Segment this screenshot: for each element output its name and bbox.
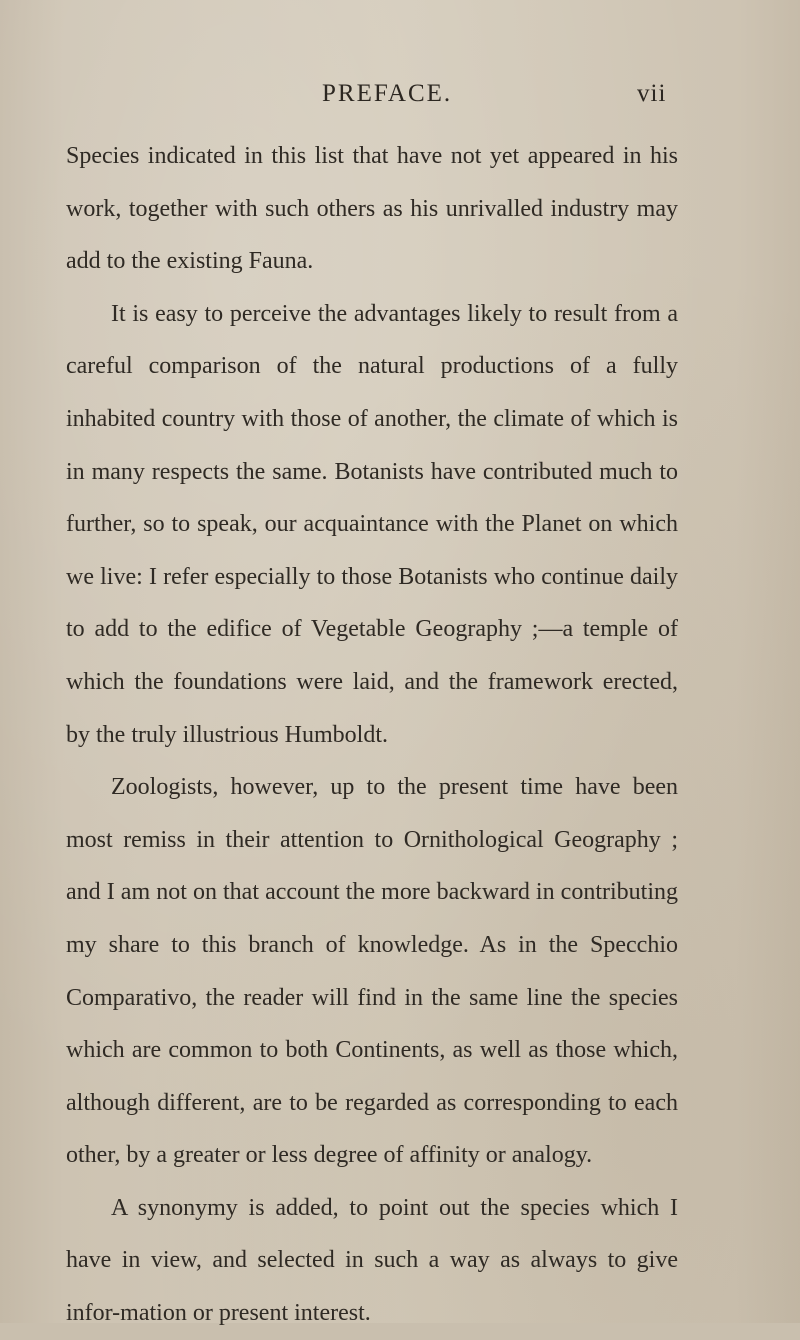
paragraph-1: Species indicated in this list that have not yet appeared in his work, together with such others as his unrivalled industry may add to the existing Fauna. <box>66 143 678 275</box>
paragraph-3: Zoologists, however, up to the present time have been most remiss in their attention to Ornithological Geography ; and I am not on that account the more backward in contributing my share to this branch of knowledge. As in the Specchio Comparativo, the reader will find in the same line the species which are common to both Continents, as well as those which, although different, are to be regarded as corresponding to each other, by a greater or less degree of affinity or analogy. <box>66 774 678 1169</box>
paragraph-2: It is easy to perceive the advantages likely to result from a careful comparison of the natural productions of a fully inhabited country with those of another, the climate of which is in many respects the same. Botanists have contributed much to further, so to speak, our acquaintance with the Planet on which we live: I refer especially to those Botanists who continue daily to add to the edifice of Vegetable Geography ;—a temple of which the foundations were laid, and the framework erected, by the truly illustrious Humboldt. <box>66 300 678 748</box>
running-head <box>0 80 800 116</box>
paragraph-4: A synonymy is added, to point out the species which I have in view, and selected in such a way as always to give infor-mation or present interest. <box>66 1194 678 1327</box>
page-number: vii <box>637 80 667 107</box>
body-text <box>66 130 678 1340</box>
running-title: PREFACE. <box>322 80 453 107</box>
